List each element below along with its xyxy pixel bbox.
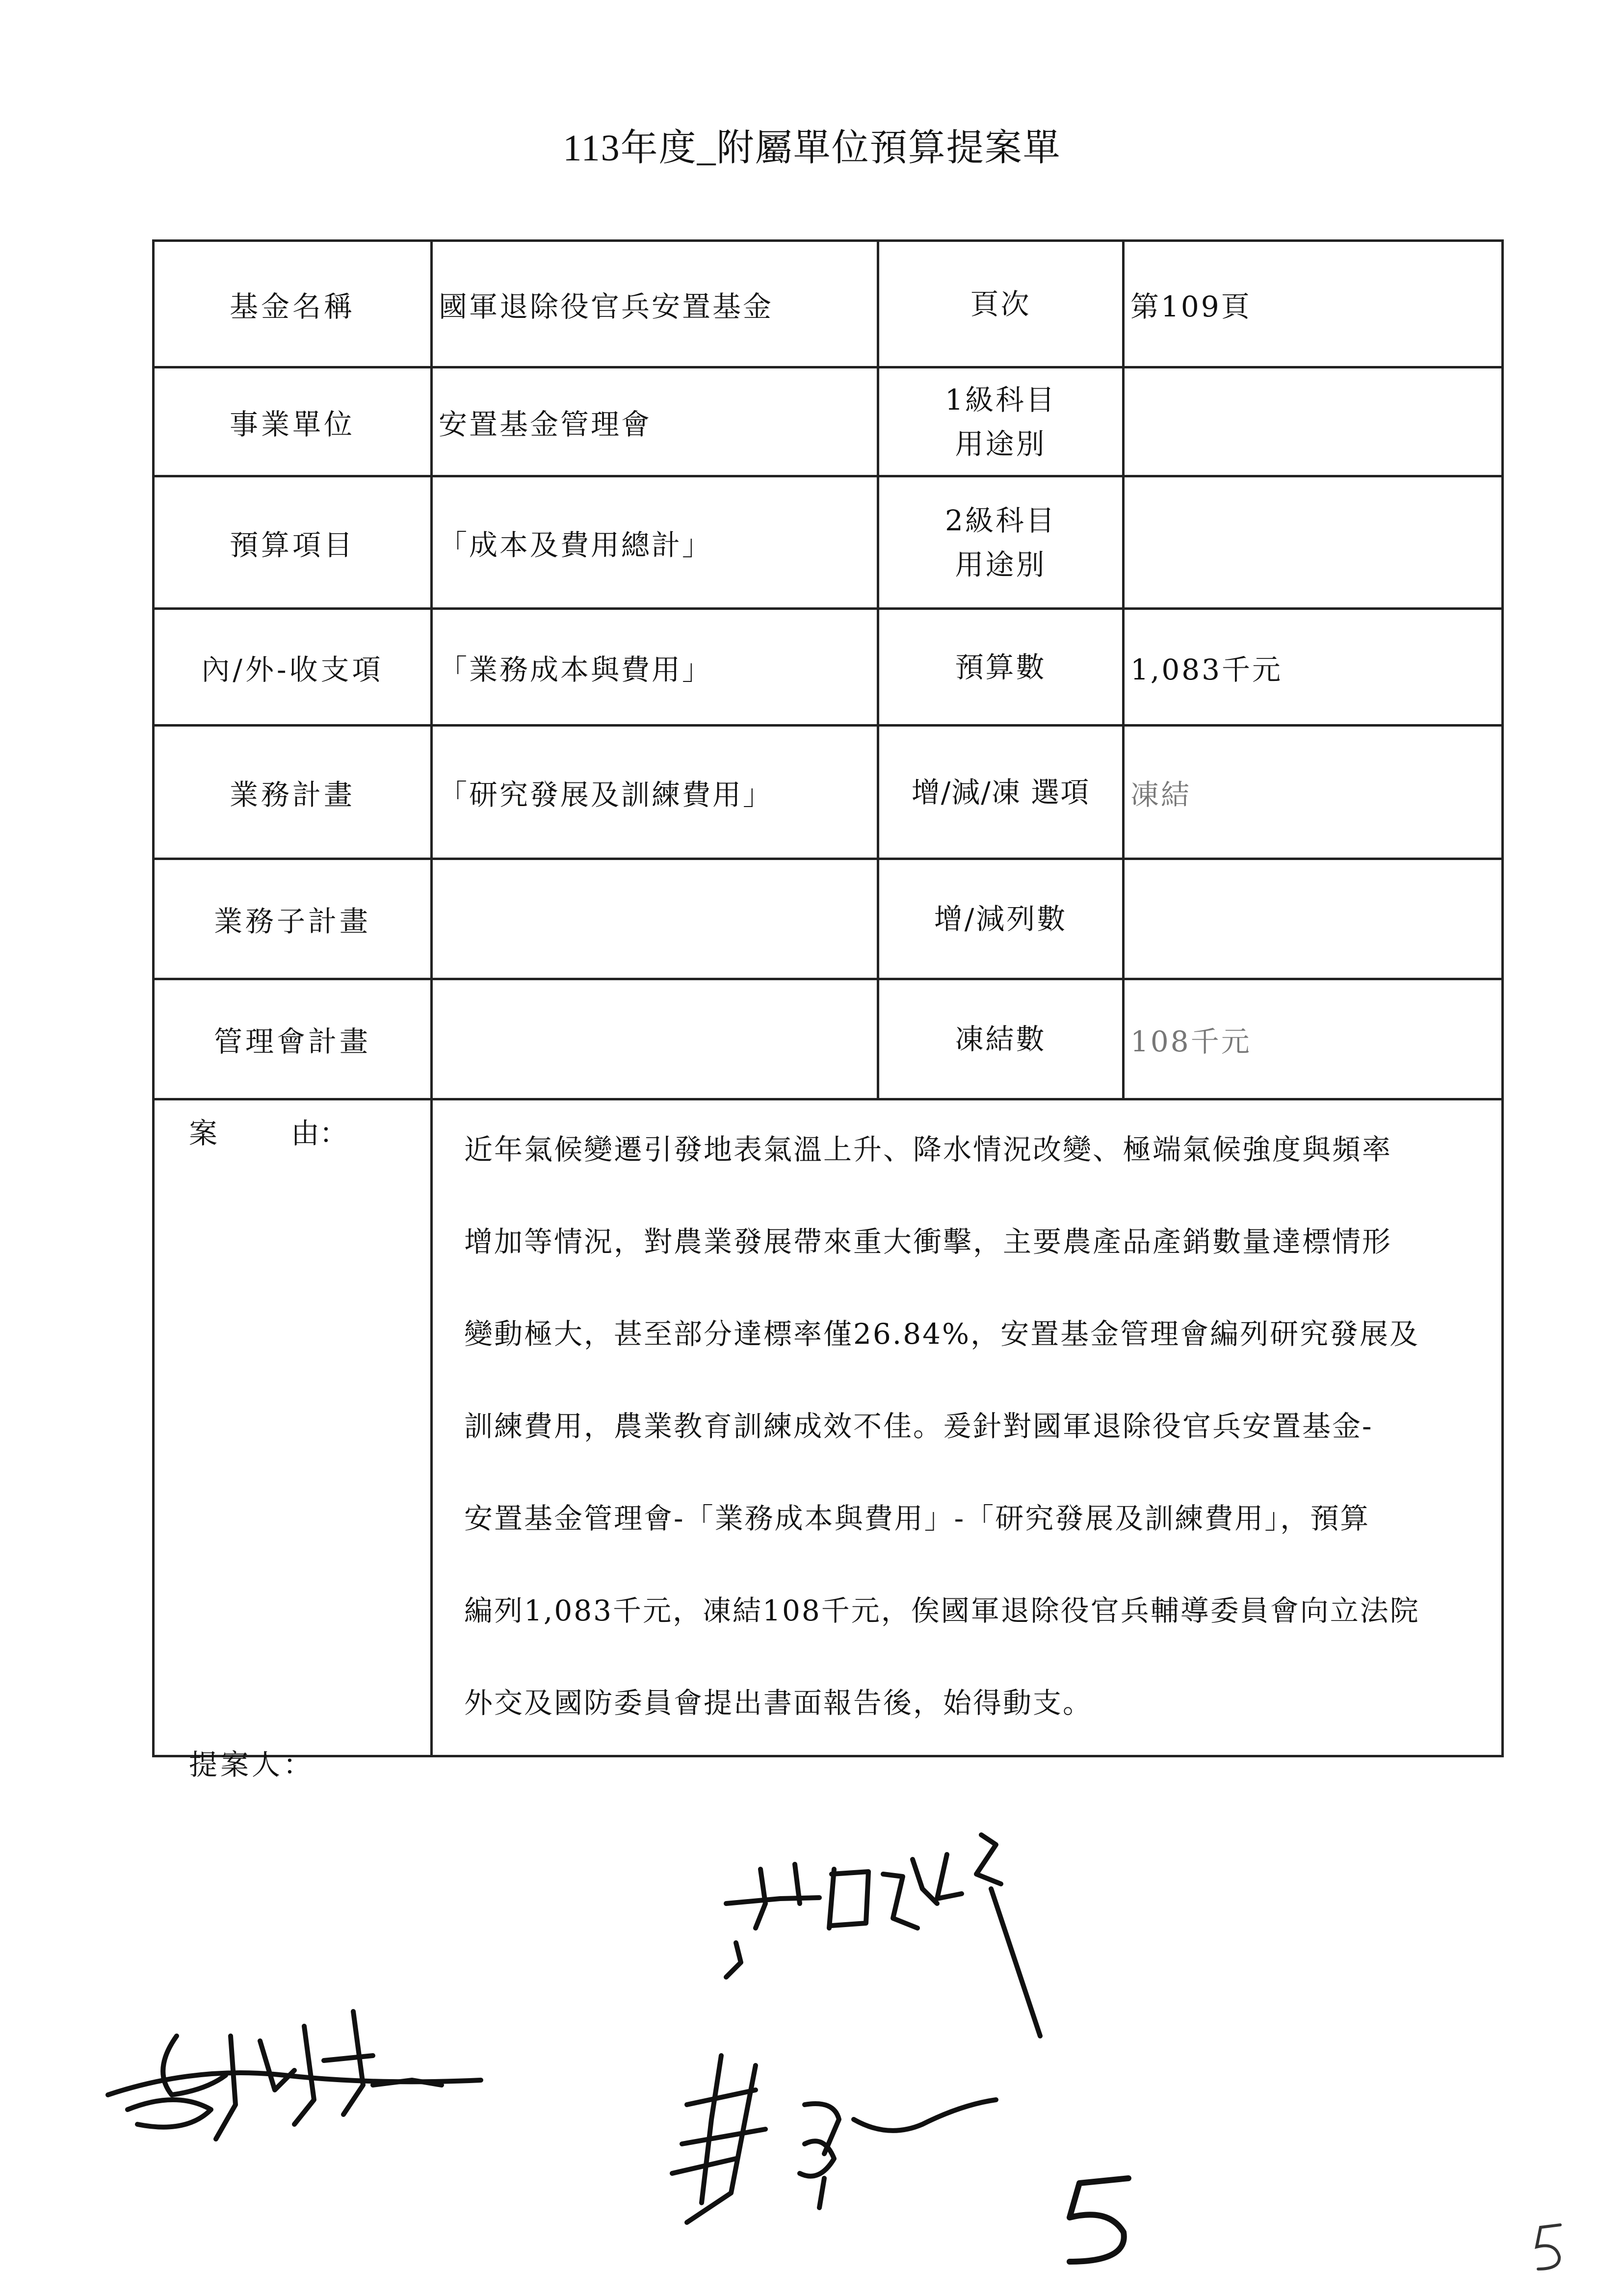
row-business-plan <box>154 726 1503 859</box>
page-title: 113年度_附屬單位預算提案單 <box>563 128 1061 169</box>
value-fund-name: 國軍退除役官兵安置基金 <box>432 241 878 367</box>
row-sub-plan <box>154 859 1503 979</box>
value-level2-subject <box>1124 476 1503 609</box>
reason-line: 外交及國防委員會提出書面報告後，始得動支。 <box>464 1686 1093 1720</box>
value-sub-plan <box>432 859 878 979</box>
label-adjust-amount: 增/減列數 <box>878 859 1124 979</box>
label-level1-line1: 1級科目 <box>945 383 1056 417</box>
value-income-expense: 「業務成本與費用」 <box>432 609 878 726</box>
label-management-plan: 管理會計畫 <box>154 979 432 1099</box>
label-fund-name: 基金名稱 <box>154 241 432 367</box>
label-budget-amount: 預算數 <box>878 609 1124 726</box>
value-adjust-amount <box>1124 859 1503 979</box>
label-level1-line2: 用途別 <box>955 427 1047 461</box>
row-fund-name <box>154 241 1503 367</box>
label-reason-char1: 案 <box>189 1117 218 1150</box>
reason-line: 安置基金管理會-「業務成本與費用」-「研究發展及訓練費用」，預算 <box>464 1502 1370 1535</box>
label-reason <box>154 1099 432 1756</box>
value-business-unit: 安置基金管理會 <box>432 367 878 476</box>
reason-line: 近年氣候變遷引發地表氣溫上升、降水情況改變、極端氣候強度與頻率 <box>464 1133 1392 1166</box>
row-budget-item <box>154 476 1503 609</box>
signature-2 <box>98 2007 500 2168</box>
reason-line: 編列1,083千元，凍結108千元，俟國軍退除役官兵輔導委員會向立法院 <box>464 1594 1420 1627</box>
value-budget-item: 「成本及費用總計」 <box>432 476 878 609</box>
reason-line: 變動極大，甚至部分達標率僅26.84%，安置基金管理會編列研究發展及 <box>464 1317 1420 1351</box>
value-management-plan <box>432 979 878 1099</box>
row-income-expense <box>154 609 1503 726</box>
value-frozen-amount: 108千元 <box>1124 979 1503 1099</box>
budget-proposal-table <box>152 239 1504 1757</box>
label-business-plan: 業務計畫 <box>154 726 432 859</box>
label-level2-line2: 用途別 <box>955 548 1047 581</box>
row-business-unit <box>154 367 1503 476</box>
reason-line: 訓練費用，農業教育訓練成效不佳。爰針對國軍退除役官兵安置基金- <box>464 1409 1373 1443</box>
handwritten-number <box>1050 2168 1148 2271</box>
page-number <box>1526 2218 1570 2276</box>
reason-line: 增加等情況，對農業發展帶來重大衝擊，主要農產品產銷數量達標情形 <box>464 1225 1392 1258</box>
value-business-plan: 「研究發展及訓練費用」 <box>432 726 878 859</box>
label-income-expense: 內/外-收支項 <box>154 609 432 726</box>
label-level2-line1: 2級科目 <box>945 503 1056 537</box>
label-page: 頁次 <box>878 241 1124 367</box>
label-level2-subject <box>878 476 1124 609</box>
proposer-label: 提案人： <box>189 1748 315 1781</box>
value-page: 第109頁 <box>1124 241 1503 367</box>
signature-3 <box>657 2046 1011 2232</box>
value-adjust-option: 凍結 <box>1124 726 1503 859</box>
value-level1-subject <box>1124 367 1503 476</box>
label-budget-item: 預算項目 <box>154 476 432 609</box>
row-management-plan <box>154 979 1503 1099</box>
label-business-unit: 事業單位 <box>154 367 432 476</box>
label-frozen-amount: 凍結數 <box>878 979 1124 1099</box>
value-budget-amount: 1,083千元 <box>1124 609 1503 726</box>
label-adjust-option: 增/減/凍 選項 <box>878 726 1124 859</box>
label-level1-subject <box>878 367 1124 476</box>
row-reason <box>154 1099 1503 1756</box>
page-number-glyph <box>1526 2218 1570 2276</box>
label-sub-plan: 業務子計畫 <box>154 859 432 979</box>
label-reason-char2: 由： <box>291 1117 348 1150</box>
reason-text <box>432 1099 1503 1756</box>
